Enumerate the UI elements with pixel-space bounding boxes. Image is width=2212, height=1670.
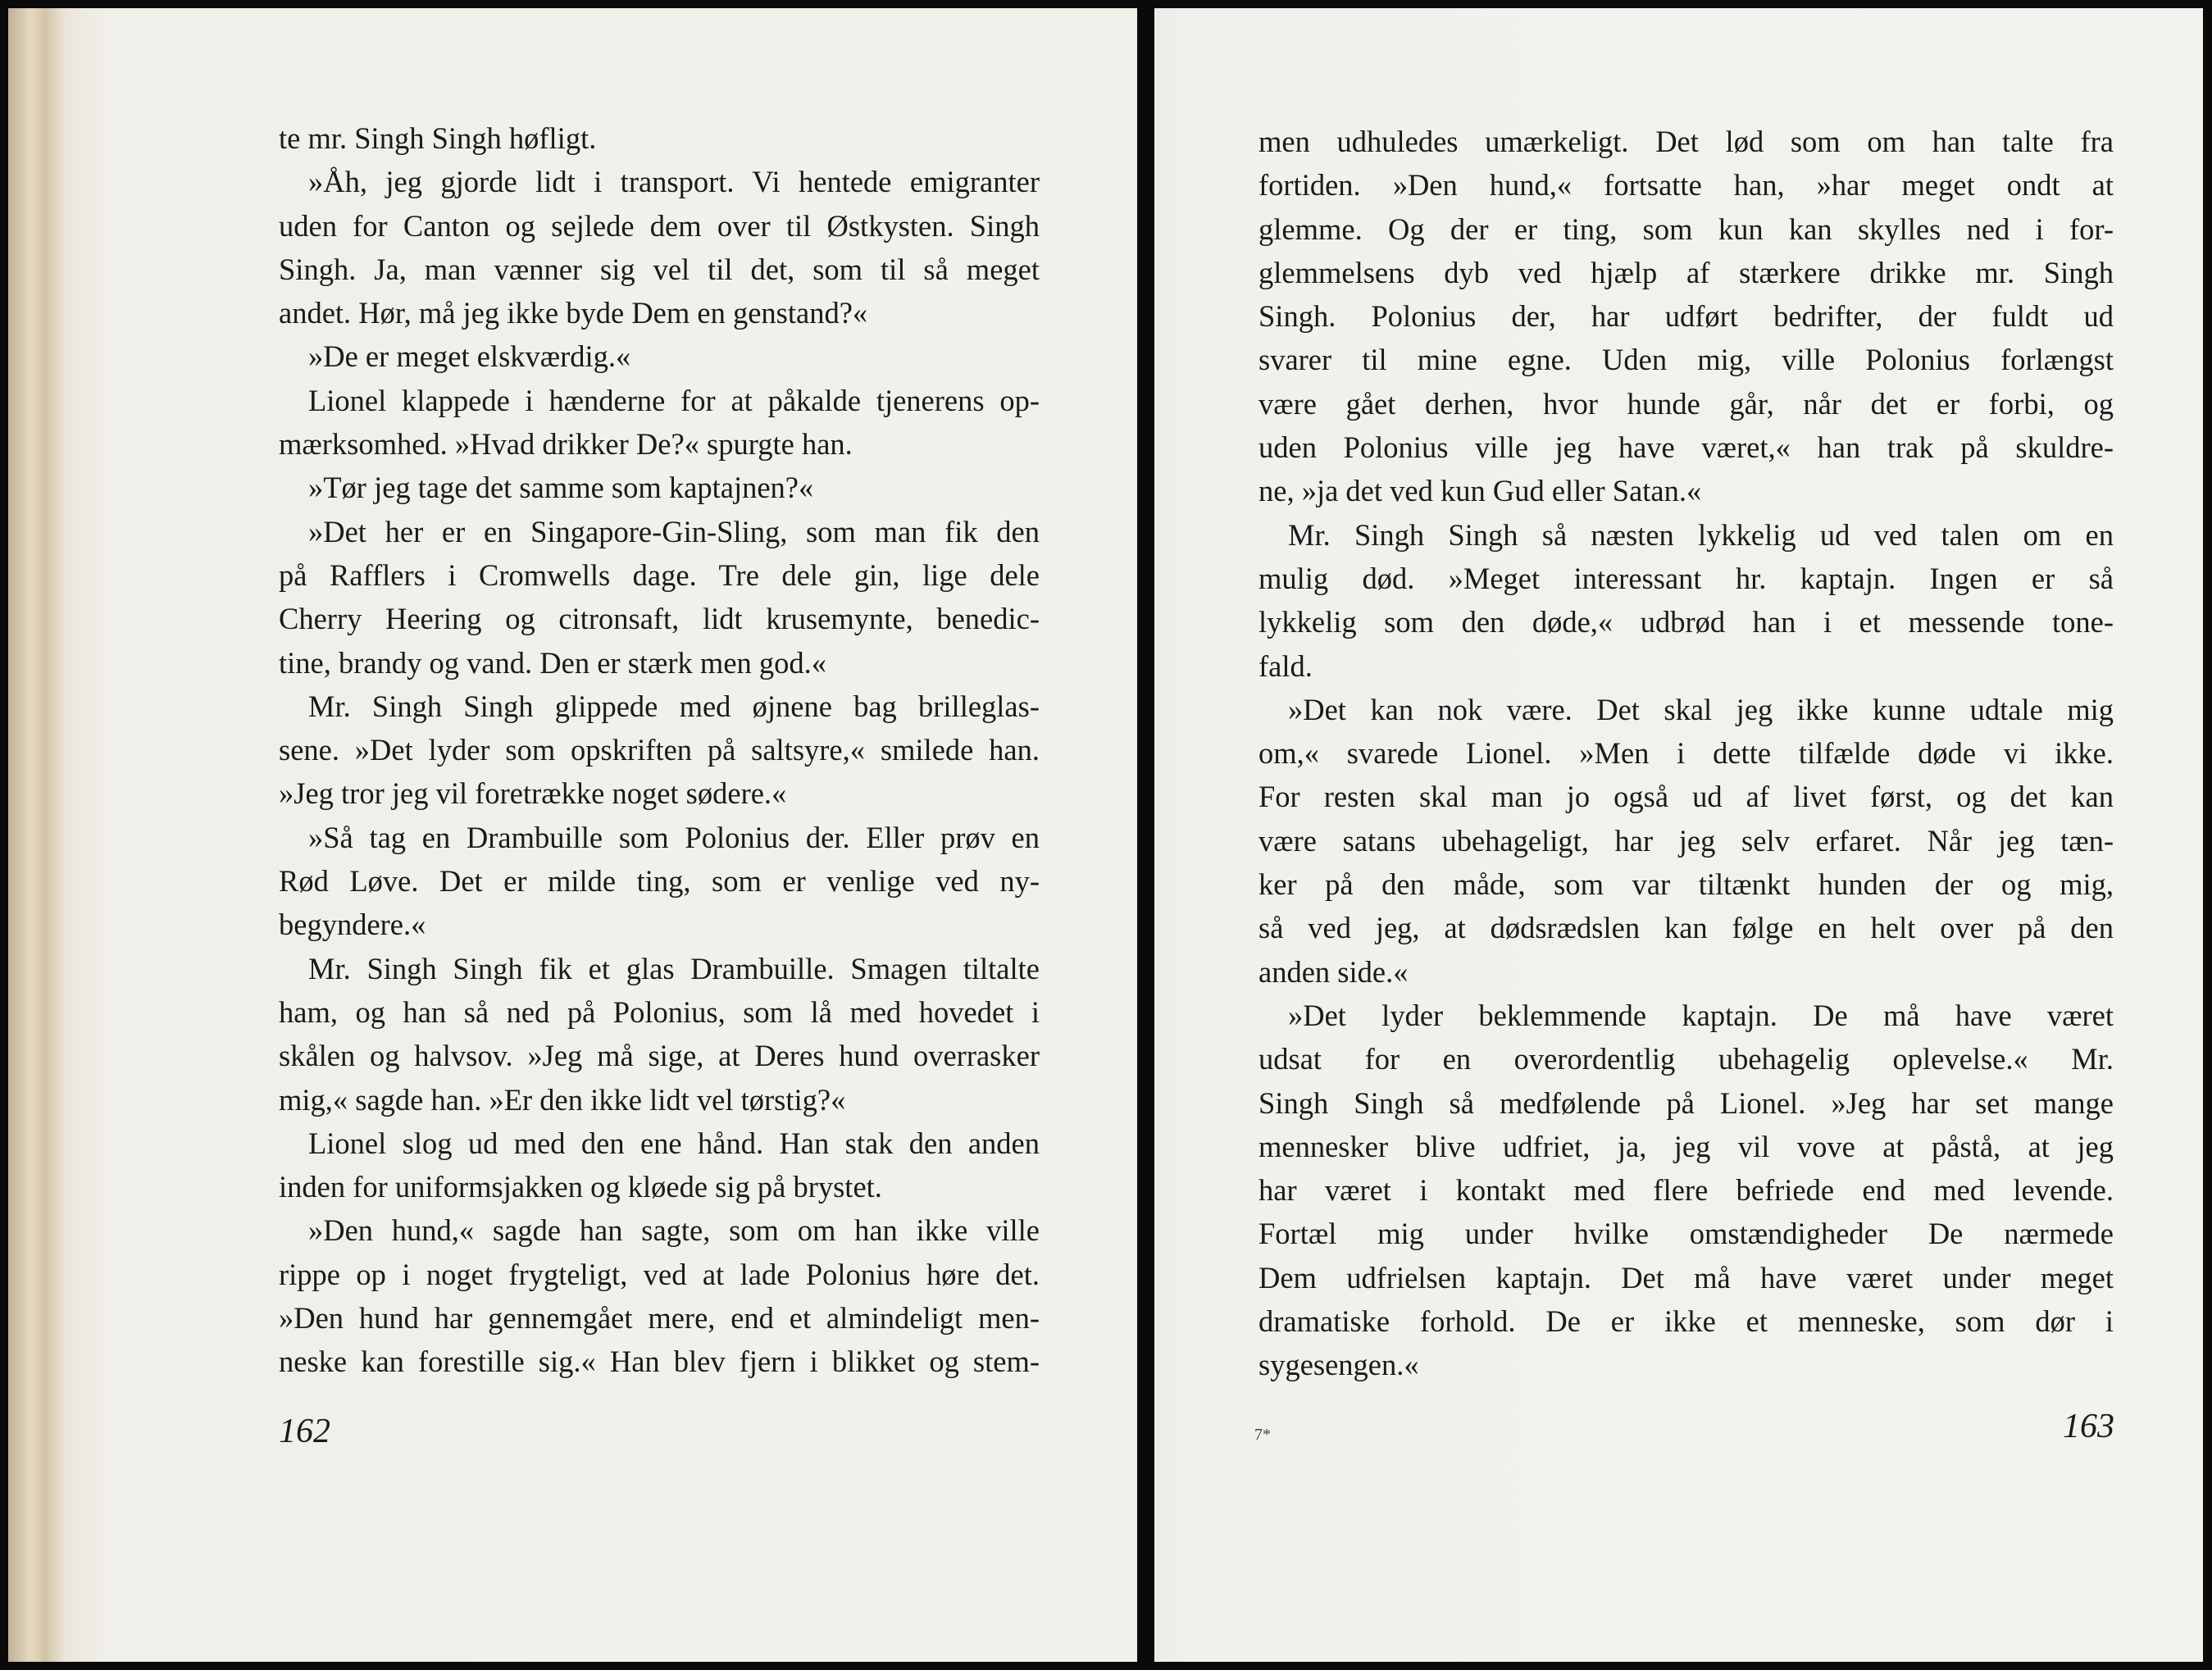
text-line: neske kan forestille sig.« Han blev fjern i blikket og stem- bbox=[279, 1345, 1040, 1379]
text-line: »Den hund,« sagde han sagte, som om han ikke ville bbox=[308, 1213, 1040, 1248]
text-line: Mr. Singh Singh så næsten lykkelig ud ved talen om en bbox=[1288, 517, 2114, 552]
text-line: anden side.« bbox=[1258, 954, 1409, 989]
text-line: te mr. Singh Singh høfligt. bbox=[279, 121, 597, 155]
text-line: andet. Hør, må jeg ikke byde Dem en genstand?« bbox=[279, 296, 868, 330]
text-line: men udhuledes umærkeligt. Det lød som om han talte fra bbox=[1258, 125, 2114, 158]
text-line: For resten skal man jo også ud af livet først, og det kan bbox=[1258, 780, 2114, 814]
text-line: være satans ubehageligt, har jeg selv erfaret. Når jeg tæn- bbox=[1258, 823, 2114, 858]
text-line: så ved jeg, at dødsrædslen kan følge en helt over på den bbox=[1258, 911, 2114, 945]
right-page-number: 163 bbox=[2063, 1408, 2114, 1445]
text-line: Rød Løve. Det er milde ting, som er venlige ved ny- bbox=[279, 864, 1040, 899]
text-line: mig,« sagde han. »Er den ikke lidt vel tørstig?« bbox=[279, 1082, 846, 1117]
right-page-body-text bbox=[1258, 120, 2114, 1387]
text-line: har været i kontakt med flere befriede end med levende. bbox=[1258, 1173, 2114, 1208]
text-line: Fortæl mig under hvilke omstændigheder De nærmede bbox=[1258, 1217, 2114, 1251]
text-line: Singh. Ja, man vænner sig vel til det, som til så meget bbox=[279, 252, 1040, 286]
text-line: inden for uniformsjakken og kløede sig på brystet. bbox=[279, 1170, 882, 1204]
text-line: skålen og halvsov. »Jeg må sige, at Deres hund overrasker bbox=[279, 1039, 1040, 1073]
left-page-body-text bbox=[279, 116, 1040, 1384]
signature-mark: 7* bbox=[1254, 1426, 1271, 1444]
text-line: lykkelig som den døde,« udbrød han i et messende tone- bbox=[1258, 605, 2114, 639]
text-line: »De er meget elskværdig.« bbox=[308, 339, 631, 374]
text-line: »Åh, jeg gjorde lidt i transport. Vi hentede emigranter bbox=[308, 165, 1040, 199]
text-line: Lionel slog ud med den ene hånd. Han stak den anden bbox=[308, 1126, 1040, 1160]
text-line: ham, og han så ned på Polonius, som lå med hovedet i bbox=[279, 994, 1040, 1029]
text-line: glemme. Og der er ting, som kun kan skylles ned i for- bbox=[1258, 212, 2114, 246]
text-line: udsat for en overordentlig ubehagelig oplevelse.« Mr. bbox=[1258, 1042, 2114, 1076]
text-line: »Det kan nok være. Det skal jeg ikke kunne udtale mig bbox=[1288, 692, 2114, 726]
text-line: ne, »ja det ved kun Gud eller Satan.« bbox=[1258, 474, 1702, 508]
text-line: Singh. Polonius der, har udført bedrifter, der fuldt ud bbox=[1258, 299, 2114, 334]
text-line: mærksomhed. »Hvad drikker De?« spurgte han. bbox=[279, 427, 853, 462]
text-line: fortiden. »Den hund,« fortsatte han, »har meget ondt at bbox=[1258, 168, 2114, 202]
text-line: rippe op i noget frygteligt, ved at lade Polonius høre det. bbox=[279, 1257, 1040, 1291]
text-line: ker på den måde, som var tiltænkt hunden der og mig, bbox=[1258, 867, 2114, 902]
text-line: på Rafflers i Cromwells dage. Tre dele gin, lige dele bbox=[279, 557, 1040, 592]
text-line: begyndere.« bbox=[279, 908, 426, 942]
text-line: Mr. Singh Singh fik et glas Drambuille. Smagen tiltalte bbox=[308, 951, 1040, 985]
text-line: fald. bbox=[1258, 648, 1313, 683]
page-edge-shadow bbox=[8, 8, 33, 1662]
text-line: glemmelsens dyb ved hjælp af stærkere drikke mr. Singh bbox=[1258, 255, 2114, 289]
text-line: svarer til mine egne. Uden mig, ville Polonius forlængst bbox=[1258, 343, 2114, 377]
text-line: tine, brandy og vand. Den er stærk men god.« bbox=[279, 645, 827, 680]
text-line: uden Polonius ville jeg have været,« han trak på skuldre- bbox=[1258, 430, 2114, 465]
text-line: Singh Singh så medfølende på Lionel. »Jeg har set mange bbox=[1258, 1085, 2114, 1120]
left-page bbox=[8, 8, 1137, 1662]
text-line: være gået derhen, hvor hunde går, når det er forbi, og bbox=[1258, 386, 2114, 421]
text-line: om,« svarede Lionel. »Men i dette tilfælde døde vi ikke. bbox=[1258, 736, 2114, 771]
left-page-number: 162 bbox=[279, 1413, 330, 1450]
text-line: sygesengen.« bbox=[1258, 1348, 1419, 1382]
text-line: dramatiske forhold. De er ikke et menneske, som dør i bbox=[1258, 1304, 2114, 1339]
text-line: uden for Canton og sejlede dem over til Østkysten. Singh bbox=[279, 208, 1040, 243]
text-line: mennesker blive udfriet, ja, jeg vil vove at påstå, at jeg bbox=[1258, 1129, 2114, 1163]
text-line: »Jeg tror jeg vil foretrække noget sødere.« bbox=[279, 776, 787, 811]
text-line: »Tør jeg tage det samme som kaptajnen?« bbox=[308, 471, 814, 505]
text-line: »Det lyder beklemmende kaptajn. De må have været bbox=[1288, 998, 2114, 1032]
right-page bbox=[1154, 8, 2203, 1662]
text-line: Mr. Singh Singh glippede med øjnene bag brilleglas- bbox=[308, 689, 1040, 723]
book-gutter bbox=[1137, 0, 1154, 1670]
text-line: mulig død. »Meget interessant hr. kaptajn. Ingen er så bbox=[1258, 561, 2114, 595]
text-line: Cherry Heering og citronsaft, lidt krusemynte, benedic- bbox=[279, 602, 1040, 636]
text-line: sene. »Det lyder som opskriften på saltsyre,« smilede han. bbox=[279, 733, 1040, 767]
text-line: Lionel klappede i hænderne for at påkalde tjenerens op- bbox=[308, 383, 1040, 417]
text-line: Dem udfrielsen kaptajn. Det må have været under meget bbox=[1258, 1260, 2114, 1295]
text-line: »Det her er en Singapore-Gin-Sling, som man fik den bbox=[308, 514, 1040, 548]
text-line: »Så tag en Drambuille som Polonius der. Eller prøv en bbox=[308, 820, 1040, 854]
text-line: »Den hund har gennemgået mere, end et almindeligt men- bbox=[279, 1301, 1040, 1336]
